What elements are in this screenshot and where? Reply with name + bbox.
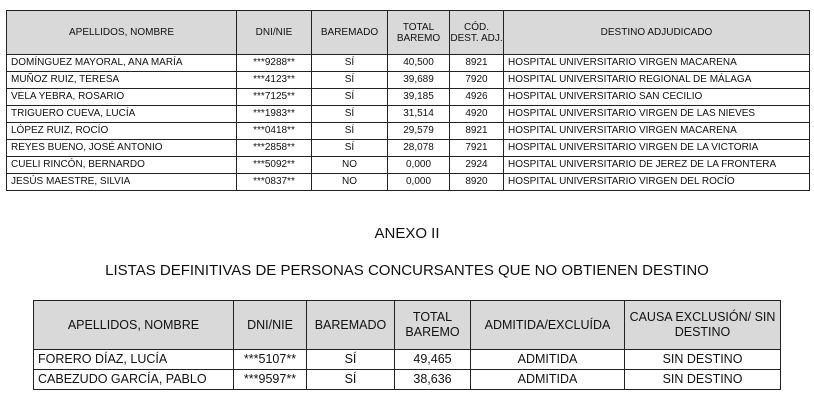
header-cod-dest: CÓD. DEST. ADJ. (450, 11, 504, 55)
table-cell: 39,689 (388, 72, 450, 89)
table-cell: HOSPITAL UNIVERSITARIO SAN CECILIO (504, 89, 810, 106)
section-title: LISTAS DEFINITIVAS DE PERSONAS CONCURSANTES QUE NO OBTIENEN DESTINO (105, 262, 709, 279)
table-cell: ***0418** (237, 123, 312, 140)
table-cell: SÍ (312, 72, 388, 89)
table-cell: SÍ (312, 140, 388, 157)
no-destination-table (33, 300, 781, 390)
header-total-baremo: TOTAL BAREMO (395, 301, 471, 350)
table-cell: 8920 (450, 174, 504, 191)
annex-heading: ANEXO II (374, 225, 440, 242)
table-cell: 49,465 (395, 350, 471, 370)
table-cell: HOSPITAL UNIVERSITARIO VIRGEN DEL ROCÍO (504, 174, 810, 191)
table-row (7, 72, 810, 89)
table-cell: DOMÍNGUEZ MAYORAL, ANA MARÍA (7, 55, 237, 72)
table-cell: ADMITIDA (471, 350, 625, 370)
table-cell: ***5107** (234, 350, 307, 370)
table-cell: SÍ (307, 370, 395, 390)
table-cell: LÓPEZ RUIZ, ROCÍO (7, 123, 237, 140)
table-cell: SÍ (312, 89, 388, 106)
table-cell: SÍ (312, 55, 388, 72)
header-dni: DNI/NIE (234, 301, 307, 350)
adjudication-table (6, 10, 810, 191)
table-row (7, 157, 810, 174)
table-cell: ***9288** (237, 55, 312, 72)
table-cell: 29,579 (388, 123, 450, 140)
table-cell: HOSPITAL UNIVERSITARIO VIRGEN DE LAS NIEVES (504, 106, 810, 123)
header-total-baremo: TOTAL BAREMO (388, 11, 450, 55)
table-cell: CABEZUDO GARCÍA, PABLO (34, 370, 234, 390)
table-cell: HOSPITAL UNIVERSITARIO VIRGEN MACARENA (504, 55, 810, 72)
table-cell: ***7125** (237, 89, 312, 106)
header-dni: DNI/NIE (237, 11, 312, 55)
table-cell: HOSPITAL UNIVERSITARIO VIRGEN DE LA VICTORIA (504, 140, 810, 157)
table-cell: VELA YEBRA, ROSARIO (7, 89, 237, 106)
table-cell: ***1983** (237, 106, 312, 123)
table-cell: NO (312, 157, 388, 174)
table-cell: MUÑOZ RUIZ, TERESA (7, 72, 237, 89)
table-cell: 38,636 (395, 370, 471, 390)
table-row (7, 123, 810, 140)
table-cell: 4920 (450, 106, 504, 123)
table-cell: SÍ (312, 106, 388, 123)
table-cell: REYES BUENO, JOSÉ ANTONIO (7, 140, 237, 157)
table-cell: 2924 (450, 157, 504, 174)
table-cell: ***2858** (237, 140, 312, 157)
table-cell: 39,185 (388, 89, 450, 106)
table-cell: ***5092** (237, 157, 312, 174)
table-row (34, 370, 781, 390)
table-cell: 28,078 (388, 140, 450, 157)
table-cell: SÍ (312, 123, 388, 140)
table-cell: 7921 (450, 140, 504, 157)
header-baremado: BAREMADO (307, 301, 395, 350)
table-cell: 40,500 (388, 55, 450, 72)
table-cell: CUELI RINCÓN, BERNARDO (7, 157, 237, 174)
table-cell: HOSPITAL UNIVERSITARIO REGIONAL DE MÁLAGA (504, 72, 810, 89)
table-cell: 0,000 (388, 157, 450, 174)
table-cell: TRIGUERO CUEVA, LUCÍA (7, 106, 237, 123)
table-cell: 4926 (450, 89, 504, 106)
table-cell: 31,514 (388, 106, 450, 123)
table-cell: 8921 (450, 55, 504, 72)
table-cell: HOSPITAL UNIVERSITARIO VIRGEN MACARENA (504, 123, 810, 140)
table-cell: 8921 (450, 123, 504, 140)
table-cell: ***0837** (237, 174, 312, 191)
table-header-row (34, 301, 781, 350)
header-name: APELLIDOS, NOMBRE (34, 301, 234, 350)
table-row (7, 174, 810, 191)
header-destino: DESTINO ADJUDICADO (504, 11, 810, 55)
table-cell: ADMITIDA (471, 370, 625, 390)
table-row (7, 89, 810, 106)
table-cell: 7920 (450, 72, 504, 89)
table-header-row (7, 11, 810, 55)
table-cell: JESÚS MAESTRE, SILVIA (7, 174, 237, 191)
header-admitida: ADMITIDA/EXCLUÍDA (471, 301, 625, 350)
header-baremado: BAREMADO (312, 11, 388, 55)
table-cell: 0,000 (388, 174, 450, 191)
table-cell: ***9597** (234, 370, 307, 390)
header-causa: CAUSA EXCLUSIÓN/ SIN DESTINO (625, 301, 781, 350)
table-row (7, 140, 810, 157)
table-row (7, 106, 810, 123)
table-cell: NO (312, 174, 388, 191)
table-row (7, 55, 810, 72)
table-cell: SIN DESTINO (625, 350, 781, 370)
table-cell: HOSPITAL UNIVERSITARIO DE JEREZ DE LA FRONTERA (504, 157, 810, 174)
table-cell: SIN DESTINO (625, 370, 781, 390)
table-cell: SÍ (307, 350, 395, 370)
header-name: APELLIDOS, NOMBRE (7, 11, 237, 55)
table-cell: ***4123** (237, 72, 312, 89)
table-row (34, 350, 781, 370)
table-cell: FORERO DÍAZ, LUCÍA (34, 350, 234, 370)
